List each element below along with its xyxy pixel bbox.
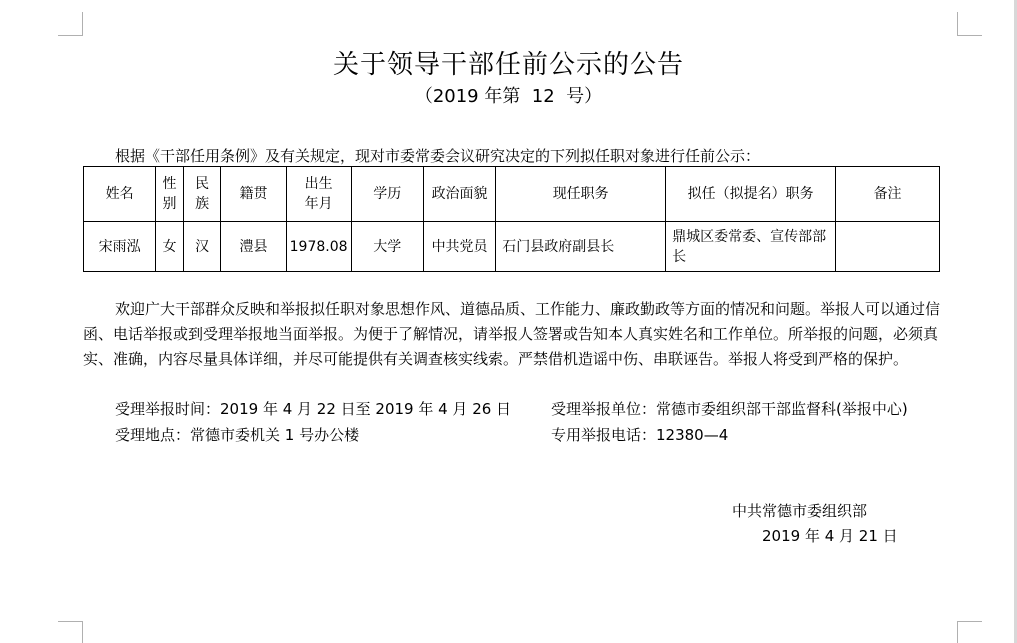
cell-gender: 女 [156,222,183,272]
crop-mark [82,12,83,36]
header-ethnicity-line1: 民 [195,176,210,192]
header-name: 姓名 [84,167,156,222]
cell-name: 宋雨泓 [84,222,156,272]
report-place: 受理地点：常德市委机关 1 号办公楼 [115,426,360,444]
candidate-table [83,166,940,272]
header-remarks: 备注 [836,167,940,222]
cell-proposed-position: 鼎城区委常委、宣传部部长 [666,222,836,272]
header-ethnicity-line2: 族 [195,196,210,212]
report-unit: 受理举报单位：常德市委组织部干部监督科(举报中心) [551,400,908,418]
body-paragraph: 欢迎广大干部群众反映和举报拟任职对象思想作风、道德品质、工作能力、廉政勤政等方面的情况和问题。举报人可以通过信函、电话举报或到受理举报地当面举报。为便于了解情况，请举报人签署或告知本人真实姓名和工作单位。所举报的问题，必须真实、准确，内容尽量具体详细，并尽可能提供有关调查核实线索。严禁借机造谣中伤、串联诬告。举报人将受到严格的保护。 [83,300,941,368]
table-header-row [84,167,940,222]
header-ethnicity [183,167,221,222]
cell-birth: 1978.08 [286,222,351,272]
cell-political-status: 中共党员 [423,222,495,272]
signature-date: 2019 年 4 月 21 日 [762,527,898,545]
crop-mark [957,12,958,36]
crop-mark [958,35,982,36]
document-number: （2019 年第 12 号） [414,86,603,107]
header-proposed-position: 拟任（拟提名）职务 [666,167,836,222]
crop-mark [82,621,83,643]
intro-text: 根据《干部任用条例》及有关规定，现对市委常委会议研究决定的下列拟任职对象进行任前公示： [115,147,761,165]
header-native-place: 籍贯 [221,167,286,222]
header-gender-line2: 别 [162,196,177,212]
report-phone: 专用举报电话：12380—4 [551,426,729,444]
cell-remarks [836,222,940,272]
cell-current-position: 石门县政府副县长 [496,222,666,272]
header-birth-line1: 出生 [304,176,333,192]
document-title: 关于领导干部任前公示的公告 [332,50,684,80]
header-birth-line2: 年月 [304,196,333,212]
table-row [84,222,940,272]
crop-mark [58,621,82,622]
cell-native-place: 澧县 [221,222,286,272]
header-gender [156,167,183,222]
signature-org: 中共常德市委组织部 [732,502,868,520]
crop-mark [958,621,982,622]
header-current-position: 现任职务 [496,167,666,222]
report-time: 受理举报时间：2019 年 4 月 22 日至 2019 年 4 月 26 日 [115,400,512,418]
header-gender-line1: 性 [162,176,177,192]
crop-mark [58,35,82,36]
header-birth [286,167,351,222]
cell-ethnicity: 汉 [183,222,221,272]
crop-mark [957,621,958,643]
header-education: 学历 [351,167,423,222]
cell-education: 大学 [351,222,423,272]
header-political-status: 政治面貌 [423,167,495,222]
